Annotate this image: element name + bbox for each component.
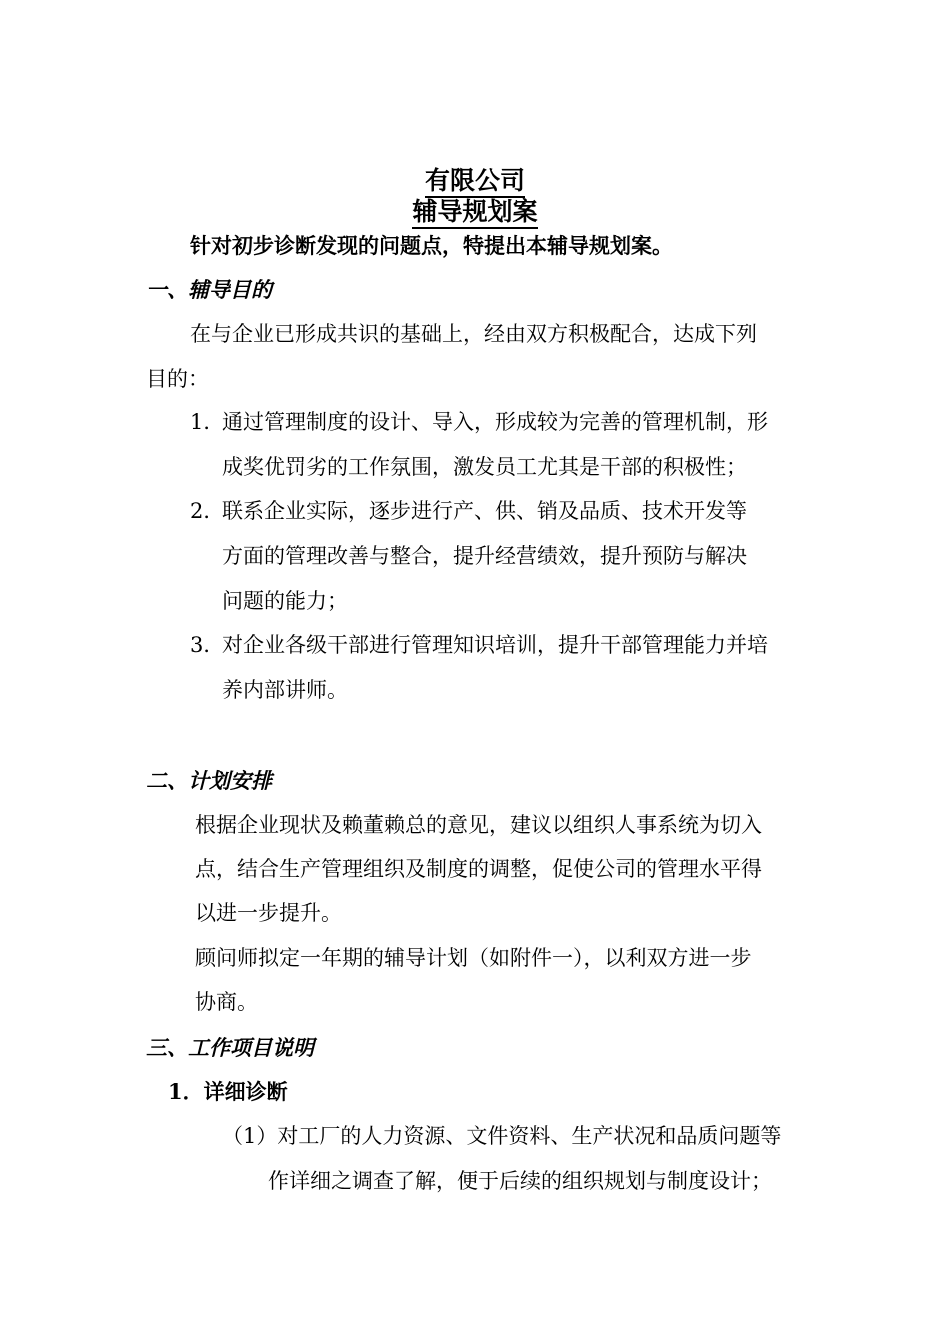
document-subtitle: 辅导规划案 xyxy=(0,197,950,229)
subsection-heading: 1．详细诊断 xyxy=(168,1079,288,1104)
paragraph-line: 协商。 xyxy=(195,990,258,1014)
paragraph-line: 顾问师拟定一年期的辅导计划（如附件一），以利双方进一步 xyxy=(195,946,752,970)
list-item-text: 方面的管理改善与整合，提升经营绩效，提升预防与解决 xyxy=(222,544,747,568)
list-item-text: 对企业各级干部进行管理知识培训，提升干部管理能力并培 xyxy=(222,633,768,657)
paragraph-line: 目的： xyxy=(146,367,209,391)
list-item-text: 问题的能力； xyxy=(222,589,348,613)
list-item-number: 1． xyxy=(190,410,225,434)
list-item xyxy=(190,497,747,525)
list-item xyxy=(190,631,768,659)
list-item-text: 成奖优罚劣的工作氛围，激发员工尤其是干部的积极性； xyxy=(222,455,747,479)
section-heading-goals: 一、辅导目的 xyxy=(146,277,272,302)
list-item xyxy=(190,408,768,436)
list-item-text: 养内部讲师。 xyxy=(222,678,348,702)
paragraph-line: 以进一步提升。 xyxy=(195,901,342,925)
list-item-text: 联系企业实际，逐步进行产、供、销及品质、技术开发等 xyxy=(222,499,747,523)
paragraph-line: 作详细之调查了解，便于后续的组织规划与制度设计； xyxy=(268,1169,772,1193)
paragraph-line: 在与企业已形成共识的基础上，经由双方积极配合，达成下列 xyxy=(190,322,757,346)
paragraph-line: （1）对工厂的人力资源、文件资料、生产状况和品质问题等 xyxy=(222,1124,782,1148)
document-title: 有限公司 xyxy=(0,166,950,198)
section-heading-plan: 二、计划安排 xyxy=(146,768,272,793)
intro-text: 针对初步诊断发现的问题点，特提出本辅导规划案。 xyxy=(190,233,673,258)
list-item-text: 通过管理制度的设计、导入，形成较为完善的管理机制，形 xyxy=(222,410,768,434)
paragraph-line: 点，结合生产管理组织及制度的调整，促使公司的管理水平得 xyxy=(195,857,762,881)
list-item-number: 3． xyxy=(190,633,225,657)
section-heading-work-items: 三、工作项目说明 xyxy=(146,1035,314,1060)
paragraph-line: 根据企业现状及赖董赖总的意见，建议以组织人事系统为切入 xyxy=(195,813,762,837)
list-item-number: 2． xyxy=(190,499,225,523)
